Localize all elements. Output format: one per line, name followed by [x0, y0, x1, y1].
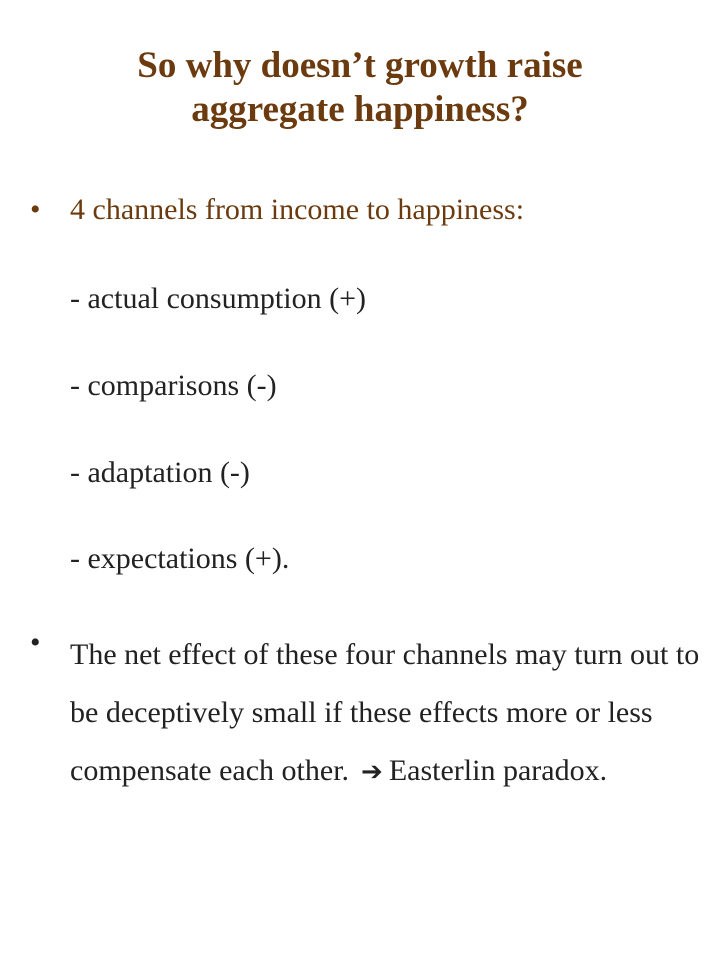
- subitem-expectations: - expectations (+).: [70, 542, 290, 575]
- subitem-adaptation: - adaptation (-): [70, 456, 250, 489]
- bullet-net-effect-text: [70, 626, 700, 801]
- bullet-channels-text: 4 channels from income to happiness:: [70, 193, 525, 226]
- bullet-icon: •: [30, 193, 41, 226]
- subitem-comparisons: - comparisons (-): [70, 369, 277, 402]
- easterlin-paradox-label: Easterlin paradox.: [388, 754, 608, 787]
- slide-title: [40, 44, 680, 132]
- bullet-icon: •: [30, 626, 41, 659]
- subitem-consumption: - actual consumption (+): [70, 282, 367, 315]
- right-arrow-icon: ➔: [361, 757, 383, 787]
- net-effect-sentence: The net effect of these four channels may turn out to be deceptively small if these effects more or less compensate each other.: [70, 638, 700, 787]
- title-line-1: So why doesn’t growth raise: [137, 45, 583, 86]
- title-line-2: aggregate happiness?: [191, 89, 529, 130]
